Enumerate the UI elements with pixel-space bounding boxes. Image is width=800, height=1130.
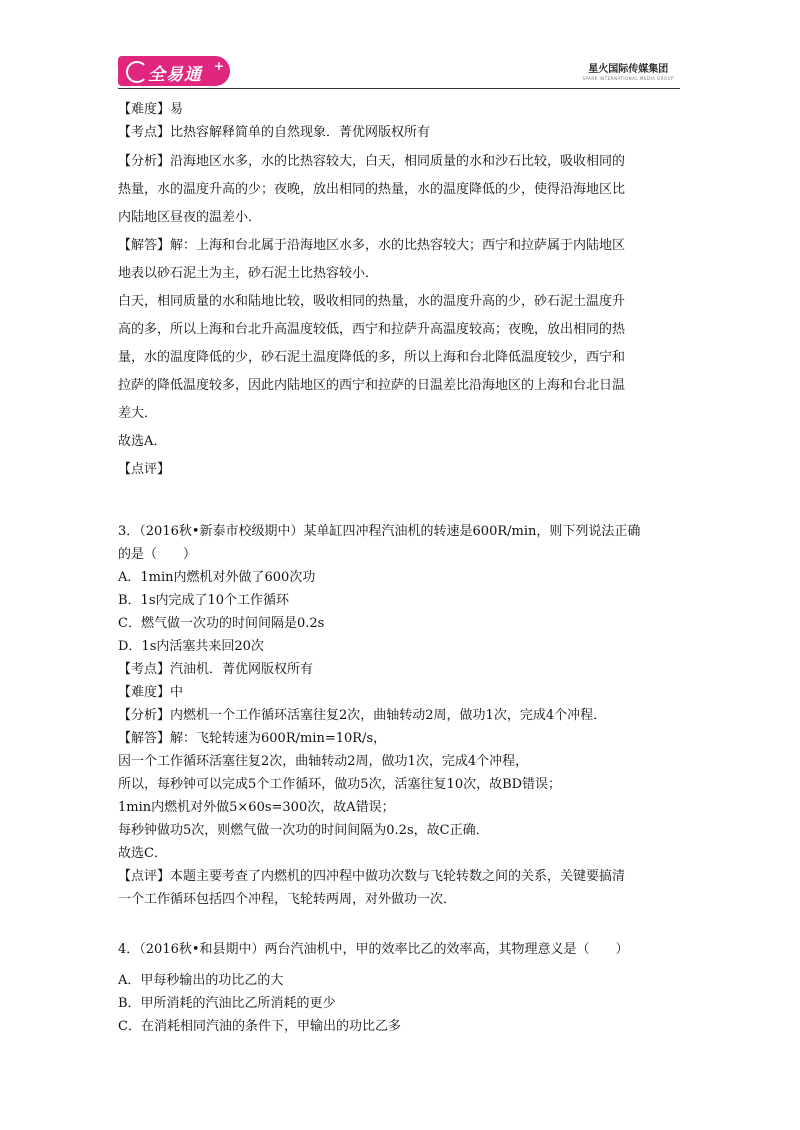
text-line: 【解答】解：上海和台北属于沿海地区水多，水的比热容较大；西宁和拉萨属于内陆地区: [118, 238, 626, 253]
question-3: [118, 520, 684, 911]
option-b: B．甲所消耗的汽油比乙所消耗的更少: [118, 996, 336, 1011]
option-c: C．燃气做一次功的时间间隔是0.2s: [118, 616, 325, 631]
text-line: 故选A．: [118, 434, 167, 449]
option-b: B．1s内完成了10个工作循环: [118, 593, 290, 608]
option-c: C．在消耗相同汽油的条件下，甲输出的功比乙多: [118, 1019, 401, 1034]
text-line: 高的多，所以上海和台北升高温度较低，西宁和拉萨升高温度较高；夜晚，放出相同的热: [118, 322, 626, 337]
option-d: D．1s内活塞共来回20次: [118, 639, 264, 654]
question-line: 3．（2016秋•新泰市校级期中）某单缸四冲程汽油机的转速是600R/min，则下列说法正确: [118, 524, 641, 539]
text-line: 【难度】易: [118, 102, 184, 117]
company-name: 星火国际传媒集团: [588, 64, 669, 75]
question-4: [118, 937, 684, 1038]
question-line: 4．（2016秋•和县期中）两台汽油机中，甲的效率比乙的效率高，其物理意义是（ ）: [118, 942, 629, 957]
page-header: [118, 56, 680, 90]
text-line: 【考点】汽油机．菁优网版权所有: [118, 662, 314, 677]
text-line: 量，水的温度降低的少，砂石泥土温度降低的多，所以上海和台北降低温度较少，西宁和: [118, 350, 626, 365]
text-line: 【点评】: [118, 462, 171, 477]
logo-plus-icon: +: [214, 59, 225, 73]
logo-text: 全易通: [148, 65, 202, 85]
section-q2-meta: [118, 98, 684, 144]
document-body: [118, 98, 684, 1038]
text-line: 1min内燃机对外做5×60s=300次，故A错误；: [118, 800, 395, 815]
text-line: 白天，相同质量的水和陆地比较，吸收相同的热量，水的温度升高的少，砂石泥土温度升: [118, 294, 626, 309]
text-line: 所以，每秒钟可以完成5个工作循环，做功5次，活塞往复10次，故BD错误；: [118, 777, 562, 792]
text-line: 故选C．: [118, 846, 167, 861]
text-line: 内陆地区昼夜的温差小．: [118, 210, 262, 225]
option-a: A．1min内燃机对外做了600次功: [118, 570, 316, 585]
option-a: A．甲每秒输出的功比乙的大: [118, 973, 284, 988]
text-line: 拉萨的降低温度较多，因此内陆地区的西宁和拉萨的日温差比沿海地区的上海和台北日温: [118, 378, 626, 393]
question-4-options: [118, 969, 684, 1038]
text-line: 【解答】解：飞轮转速为600R/min=10R/s，: [118, 731, 387, 746]
text-line: 【难度】中: [118, 685, 184, 700]
company-mark: [582, 60, 674, 81]
header-divider: [118, 88, 680, 89]
brand-logo: [118, 56, 230, 86]
text-line: 差大．: [118, 406, 158, 421]
text-line: 【考点】比热容解释简单的自然现象．菁优网版权所有: [118, 125, 431, 140]
question-line: 的是（ ）: [118, 547, 197, 562]
text-line: 【点评】本题主要考查了内燃机的四冲程中做功次数与飞轮转数之间的关系，关键要搞清: [118, 869, 626, 884]
text-line: 热量，水的温度升高的少；夜晚，放出相同的热量，水的温度降低的少，使得沿海地区比: [118, 182, 626, 197]
section-q2-answer: [118, 148, 684, 484]
logo-swirl-icon: [126, 61, 148, 83]
company-subtitle: SPARK INTERNATIONAL MEDIA GROUP: [582, 76, 674, 81]
text-line: 地表以砂石泥土为主，砂石泥土比热容较小．: [118, 266, 379, 281]
text-line: 因一个工作循环活塞往复2次，曲轴转动2周，做功1次，完成4个冲程，: [118, 754, 529, 769]
text-line: 一个工作循环包括四个冲程，飞轮转两周，对外做功一次．: [118, 892, 457, 907]
text-line: 每秒钟做功5次，则燃气做一次功的时间间隔为0.2s，故C正确．: [118, 823, 489, 838]
text-line: 【分析】内燃机一个工作循环活塞往复2次，曲轴转动2周，做功1次，完成4个冲程．: [118, 708, 607, 723]
text-line: 【分析】沿海地区水多，水的比热容较大，白天，相同质量的水和沙石比较，吸收相同的: [118, 154, 626, 169]
